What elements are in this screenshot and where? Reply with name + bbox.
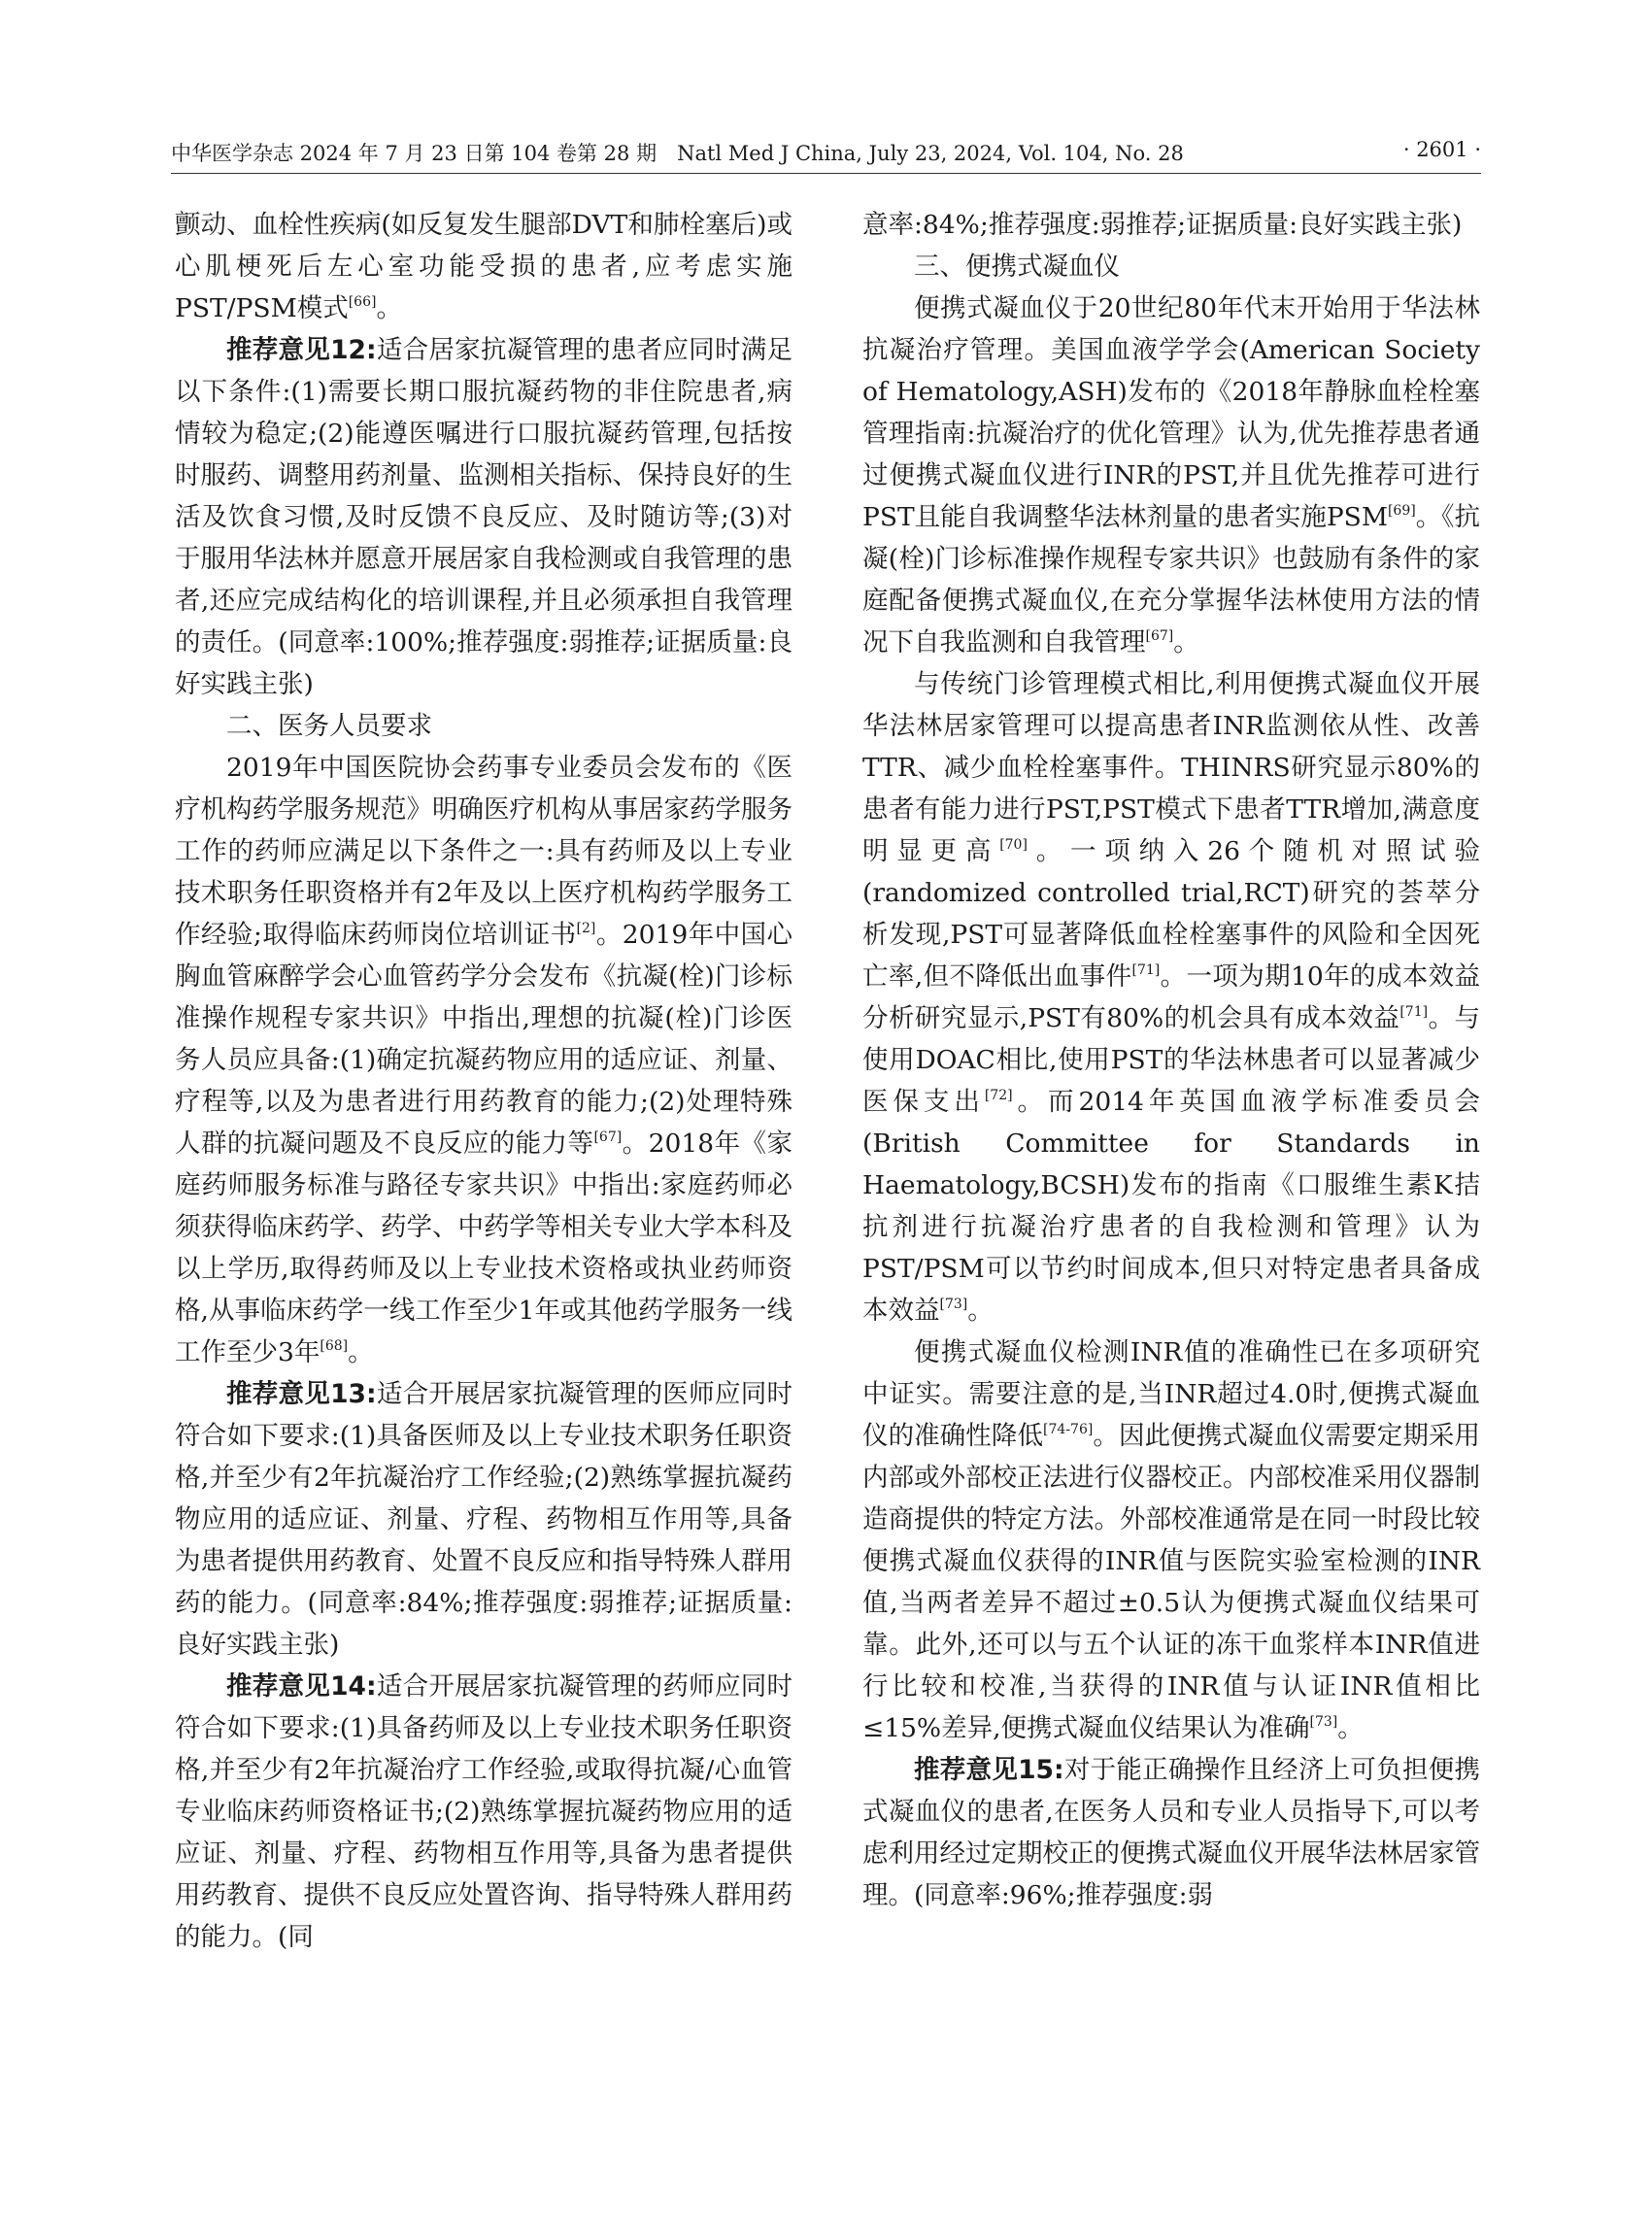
recommendation-label: 推荐意见12: — [226, 335, 377, 365]
citation-ref: [71] — [1399, 1004, 1429, 1020]
paragraph: 意率:84%;推荐强度:弱推荐;证据质量:良好实践主张) — [862, 210, 1463, 240]
citation-ref: [66] — [348, 294, 377, 310]
recommendation-13: 推荐意见13:适合开展居家抗凝管理的医师应同时符合如下要求:(1)具备医师及以上专业技术职务任职资格,并至少有2年抗凝治疗工作经验;(2)熟练掌握抗凝药物应用的适应证、剂量、疗程、药物相互作用等,具备为患者提供用药教育、处置不良反应和指导特殊人群用药的能力。(同意率:84%;推荐强度:弱推荐;证据质量:良好实践主张) — [175, 1379, 792, 1660]
citation-ref: [70] — [999, 837, 1028, 853]
left-column — [175, 204, 792, 1958]
section-heading: 三、便携式凝血仪 — [914, 252, 1120, 282]
citation-ref: [67] — [1145, 628, 1174, 644]
citation-ref: [2] — [576, 921, 596, 936]
paragraph: 颤动、血栓性疾病(如反复发生腿部DVT和肺栓塞后)或心肌梗死后左心室功能受损的患者,应考虑实施PST/PSM模式[66]。 — [175, 210, 792, 323]
section-heading: 二、医务人员要求 — [226, 711, 432, 741]
citation-ref: [69] — [1387, 503, 1416, 519]
recommendation-12: 推荐意见12:适合居家抗凝管理的患者应同时满足以下条件:(1)需要长期口服抗凝药物的非住院患者,病情较为稳定;(2)能遵医嘱进行口服抗凝药管理,包括按时服药、调整用药剂量、监测相关指标、保持良好的生活及饮食习惯,及时反馈不良反应、及时随访等;(3)对于服用华法林并愿意开展居家自我检测或自我管理的患者,还应完成结构化的培训课程,并且必须承担自我管理的责任。(同意率:100%;推荐强度:弱推荐;证据质量:良好实践主张) — [175, 335, 792, 699]
recommendation-label: 推荐意见15: — [914, 1755, 1064, 1785]
right-column — [862, 204, 1480, 1916]
journal-citation: 中华医学杂志 2024 年 7 月 23 日第 104 卷第 28 期 Natl Med J China, July 23, 2024, Vol. 104, No. 28 — [171, 142, 1184, 165]
citation-ref: [73] — [939, 1297, 968, 1312]
page-number: · 2601 · — [1402, 138, 1481, 161]
paragraph: 便携式凝血仪检测INR值的准确性已在多项研究中证实。需要注意的是,当INR超过4.0时,便携式凝血仪的准确性降低[74-76]。因此便携式凝血仪需要定期采用内部或外部校正法进行仪器校正。内部校准采用仪器制造商提供的特定方法。外部校准通常是在同一时段比较便携式凝血仪获得的INR值与医院实验室检测的INR值,当两者差异不超过±0.5认为便携式凝血仪结果可靠。此外,还可以与五个认证的冻干血浆样本INR值进行比较和校准,当获得的INR值与认证INR值相比≤15%差异,便携式凝血仪结果认为准确[73]。 — [862, 1337, 1481, 1743]
citation-ref: [72] — [984, 1088, 1013, 1103]
recommendation-14: 推荐意见14:适合开展居家抗凝管理的药师应同时符合如下要求:(1)具备药师及以上专业技术职务任职资格,并至少有2年抗凝治疗工作经验,或取得抗凝/心血管专业临床药师资格证书;(2)熟练掌握抗凝药物应用的适应证、剂量、疗程、药物相互作用等,具备为患者提供用药教育、提供不良反应处置咨询、指导特殊人群用药的能力。(同 — [175, 1671, 792, 1952]
citation-ref: [74-76] — [1043, 1422, 1094, 1437]
paragraph: 2019年中国医院协会药事专业委员会发布的《医疗机构药学服务规范》明确医疗机构从事居家药学服务工作的药师应满足以下条件之一:具有药师及以上专业技术职务任职资格并有2年及以上医疗机构药学服务工作经验;取得临床药师岗位培训证书[2]。2019年中国心胸血管麻醉学会心血管药学分会发布《抗凝(栓)门诊标准操作规程专家共识》中指出,理想的抗凝(栓)门诊医务人员应具备:(1)确定抗凝药物应用的适应证、剂量、疗程等,以及为患者进行用药教育的能力;(2)处理特殊人群的抗凝问题及不良反应的能力等[67]。2018年《家庭药师服务标准与路径专家共识》中指出:家庭药师必须获得临床药学、药学、中药学等相关专业大学本科及以上学历,取得药师及以上专业技术资格或执业药师资格,从事临床药学一线工作至少1年或其他药学服务一线工作至少3年[68]。 — [175, 753, 792, 1367]
citation-ref: [73] — [1309, 1714, 1338, 1730]
recommendation-15: 推荐意见15:对于能正确操作且经济上可负担便携式凝血仪的患者,在医务人员和专业人员指导下,可以考虑利用经过定期校正的便携式凝血仪开展华法林居家管理。(同意率:96%;推荐强度:弱 — [862, 1755, 1480, 1910]
recommendation-label: 推荐意见13: — [226, 1379, 377, 1409]
paragraph: 与传统门诊管理模式相比,利用便携式凝血仪开展华法林居家管理可以提高患者INR监测依从性、改善TTR、减少血栓栓塞事件。THINRS研究显示80%的患者有能力进行PST,PST模式下患者TTR增加,满意度明显更高[70]。一项纳入26个随机对照试验(randomized controlled trial,RCT)研究的荟萃分析发现,PST可显著降低血栓栓塞事件的风险和全因死亡率,但不降低出血事件[71]。一项为期10年的成本效益分析研究显示,PST有80%的机会具有成本效益[71]。与使用DOAC相比,使用PST的华法林患者可以显著减少医保支出[72]。而2014年英国血液学标准委员会(British Committee for Standards in Haematology,BCSH)发布的指南《口服维生素K拮抗剂进行抗凝治疗患者的自我检测和管理》认为PST/PSM可以节约时间成本,但只对特定患者具备成本效益[73]。 — [862, 669, 1481, 1326]
citation-ref: [71] — [1131, 962, 1161, 978]
paragraph: 便携式凝血仪于20世纪80年代末开始用于华法林抗凝治疗管理。美国血液学学会(American Society of Hematology,ASH)发布的《2018年静脉血栓栓塞管理指南:抗凝治疗的优化管理》认为,优先推荐患者通过便携式凝血仪进行INR的PST,并且优先推荐可进行PST且能自我调整华法林剂量的患者实施PSM[69]。《抗凝(栓)门诊标准操作规程专家共识》也鼓励有条件的家庭配备便携式凝血仪,在充分掌握华法林使用方法的情况下自我监测和自我管理[67]。 — [862, 293, 1481, 657]
citation-ref: [67] — [593, 1129, 623, 1145]
recommendation-label: 推荐意见14: — [226, 1671, 377, 1702]
citation-ref: [68] — [320, 1338, 349, 1354]
running-header — [171, 134, 1481, 174]
